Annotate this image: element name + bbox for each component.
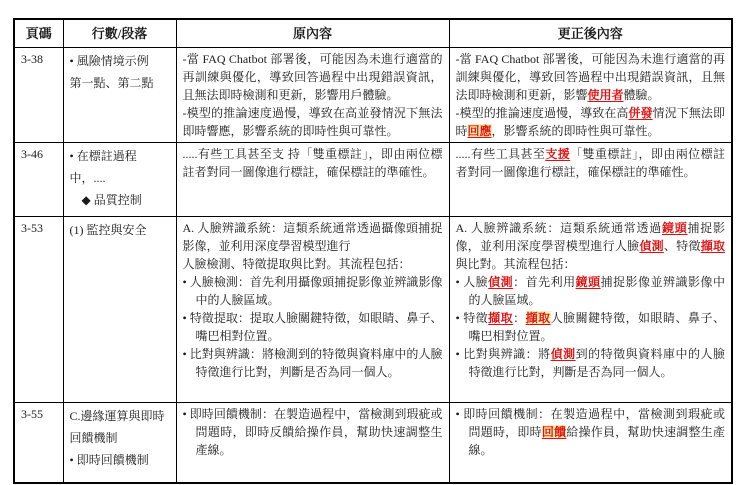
page-number-cell: 3-53 — [14, 217, 63, 403]
column-header-corrected: 更正後內容 — [449, 19, 732, 48]
original-content-cell: -當 FAQ Chatbot 部署後，可能因為未進行適當的再訓練與優化，導致回答過程中出現錯誤資訊，且無法即時檢測和更新，影響用戶體驗。 -模型的推論速度過慢，導致在高並發情況下無法即時響應，影響系統的即時性與可靠性。 — [176, 48, 449, 143]
corrected-content-cell: • 即時回饋機制：在製造過程中，當檢測到瑕疵或問題時，即時回饋給操作員，幫助快速調整生產線。 — [449, 403, 732, 483]
corrected-content-cell: .....有些工具甚至支援「雙重標註」，即由兩位標註者對同一圖像進行標註，確保標註的準確性。 — [449, 143, 732, 217]
errata-table — [13, 18, 733, 484]
location-cell: • 在標註過程 中，.... ◆ 品質控制 — [63, 143, 176, 217]
table-row — [14, 403, 732, 483]
column-header-page: 頁碼 — [14, 19, 63, 48]
original-content-cell: .....有些工具甚至支 持「雙重標註」，即由兩位標註者對同一圖像進行標註，確保標註的準確性。 — [176, 143, 449, 217]
table-row — [14, 143, 732, 217]
page-number-cell: 3-46 — [14, 143, 63, 217]
location-cell: • 風險情境示例 第一點、第二點 — [63, 48, 176, 143]
location-cell: C.邊緣運算與即時 回饋機制 • 即時回饋機制 — [63, 403, 176, 483]
original-content-cell: • 即時回饋機制：在製造過程中，當檢測到瑕疵或問題時，即時反饋給操作員，幫助快速調整生產線。 — [176, 403, 449, 483]
original-content-cell: A. 人臉辨識系統：這類系統通常透過攝像頭捕捉影像，並利用深度學習模型進行 人臉檢測、特徵提取與比對。其流程包括： • 人臉檢測：首先利用攝像頭捕捉影像並辨識影像中的人臉區域。 • 特徵提取：提取人臉關鍵特徵，如眼睛、鼻子、嘴巴相對位置。 • 比對與辨識：將檢測到的特徵與資料庫中的人臉特徵進行比對，判斷是否為同一個人。 — [176, 217, 449, 403]
table-header-row — [14, 19, 732, 48]
column-header-location: 行數/段落 — [63, 19, 176, 48]
page-number-cell: 3-55 — [14, 403, 63, 483]
table-row — [14, 48, 732, 143]
page-number-cell: 3-38 — [14, 48, 63, 143]
column-header-original: 原內容 — [176, 19, 449, 48]
table-row — [14, 217, 732, 403]
corrected-content-cell: -當 FAQ Chatbot 部署後，可能因為未進行適當的再訓練與優化，導致回答過程中出現錯誤資訊，且無法即時檢測和更新，影響使用者體驗。 -模型的推論速度過慢，導致在高併發情況下無法即時回應，影響系統的即時性與可靠性。 — [449, 48, 732, 143]
location-cell: (1) 監控與安全 — [63, 217, 176, 403]
corrected-content-cell: A. 人臉辨識系統：這類系統通常透過鏡頭捕捉影像，並利用深度學習模型進行人臉偵測、特徵擷取與比對。其流程包括： • 人臉偵測：首先利用鏡頭捕捉影像並辨識影像中的人臉區域。 • 特徵擷取：擷取人臉關鍵特徵，如眼睛、鼻子、嘴巴相對位置。 • 比對與辨識：將偵測到的特徵與資料庫中的人臉特徵進行比對，判斷是否為同一個人。 — [449, 217, 732, 403]
